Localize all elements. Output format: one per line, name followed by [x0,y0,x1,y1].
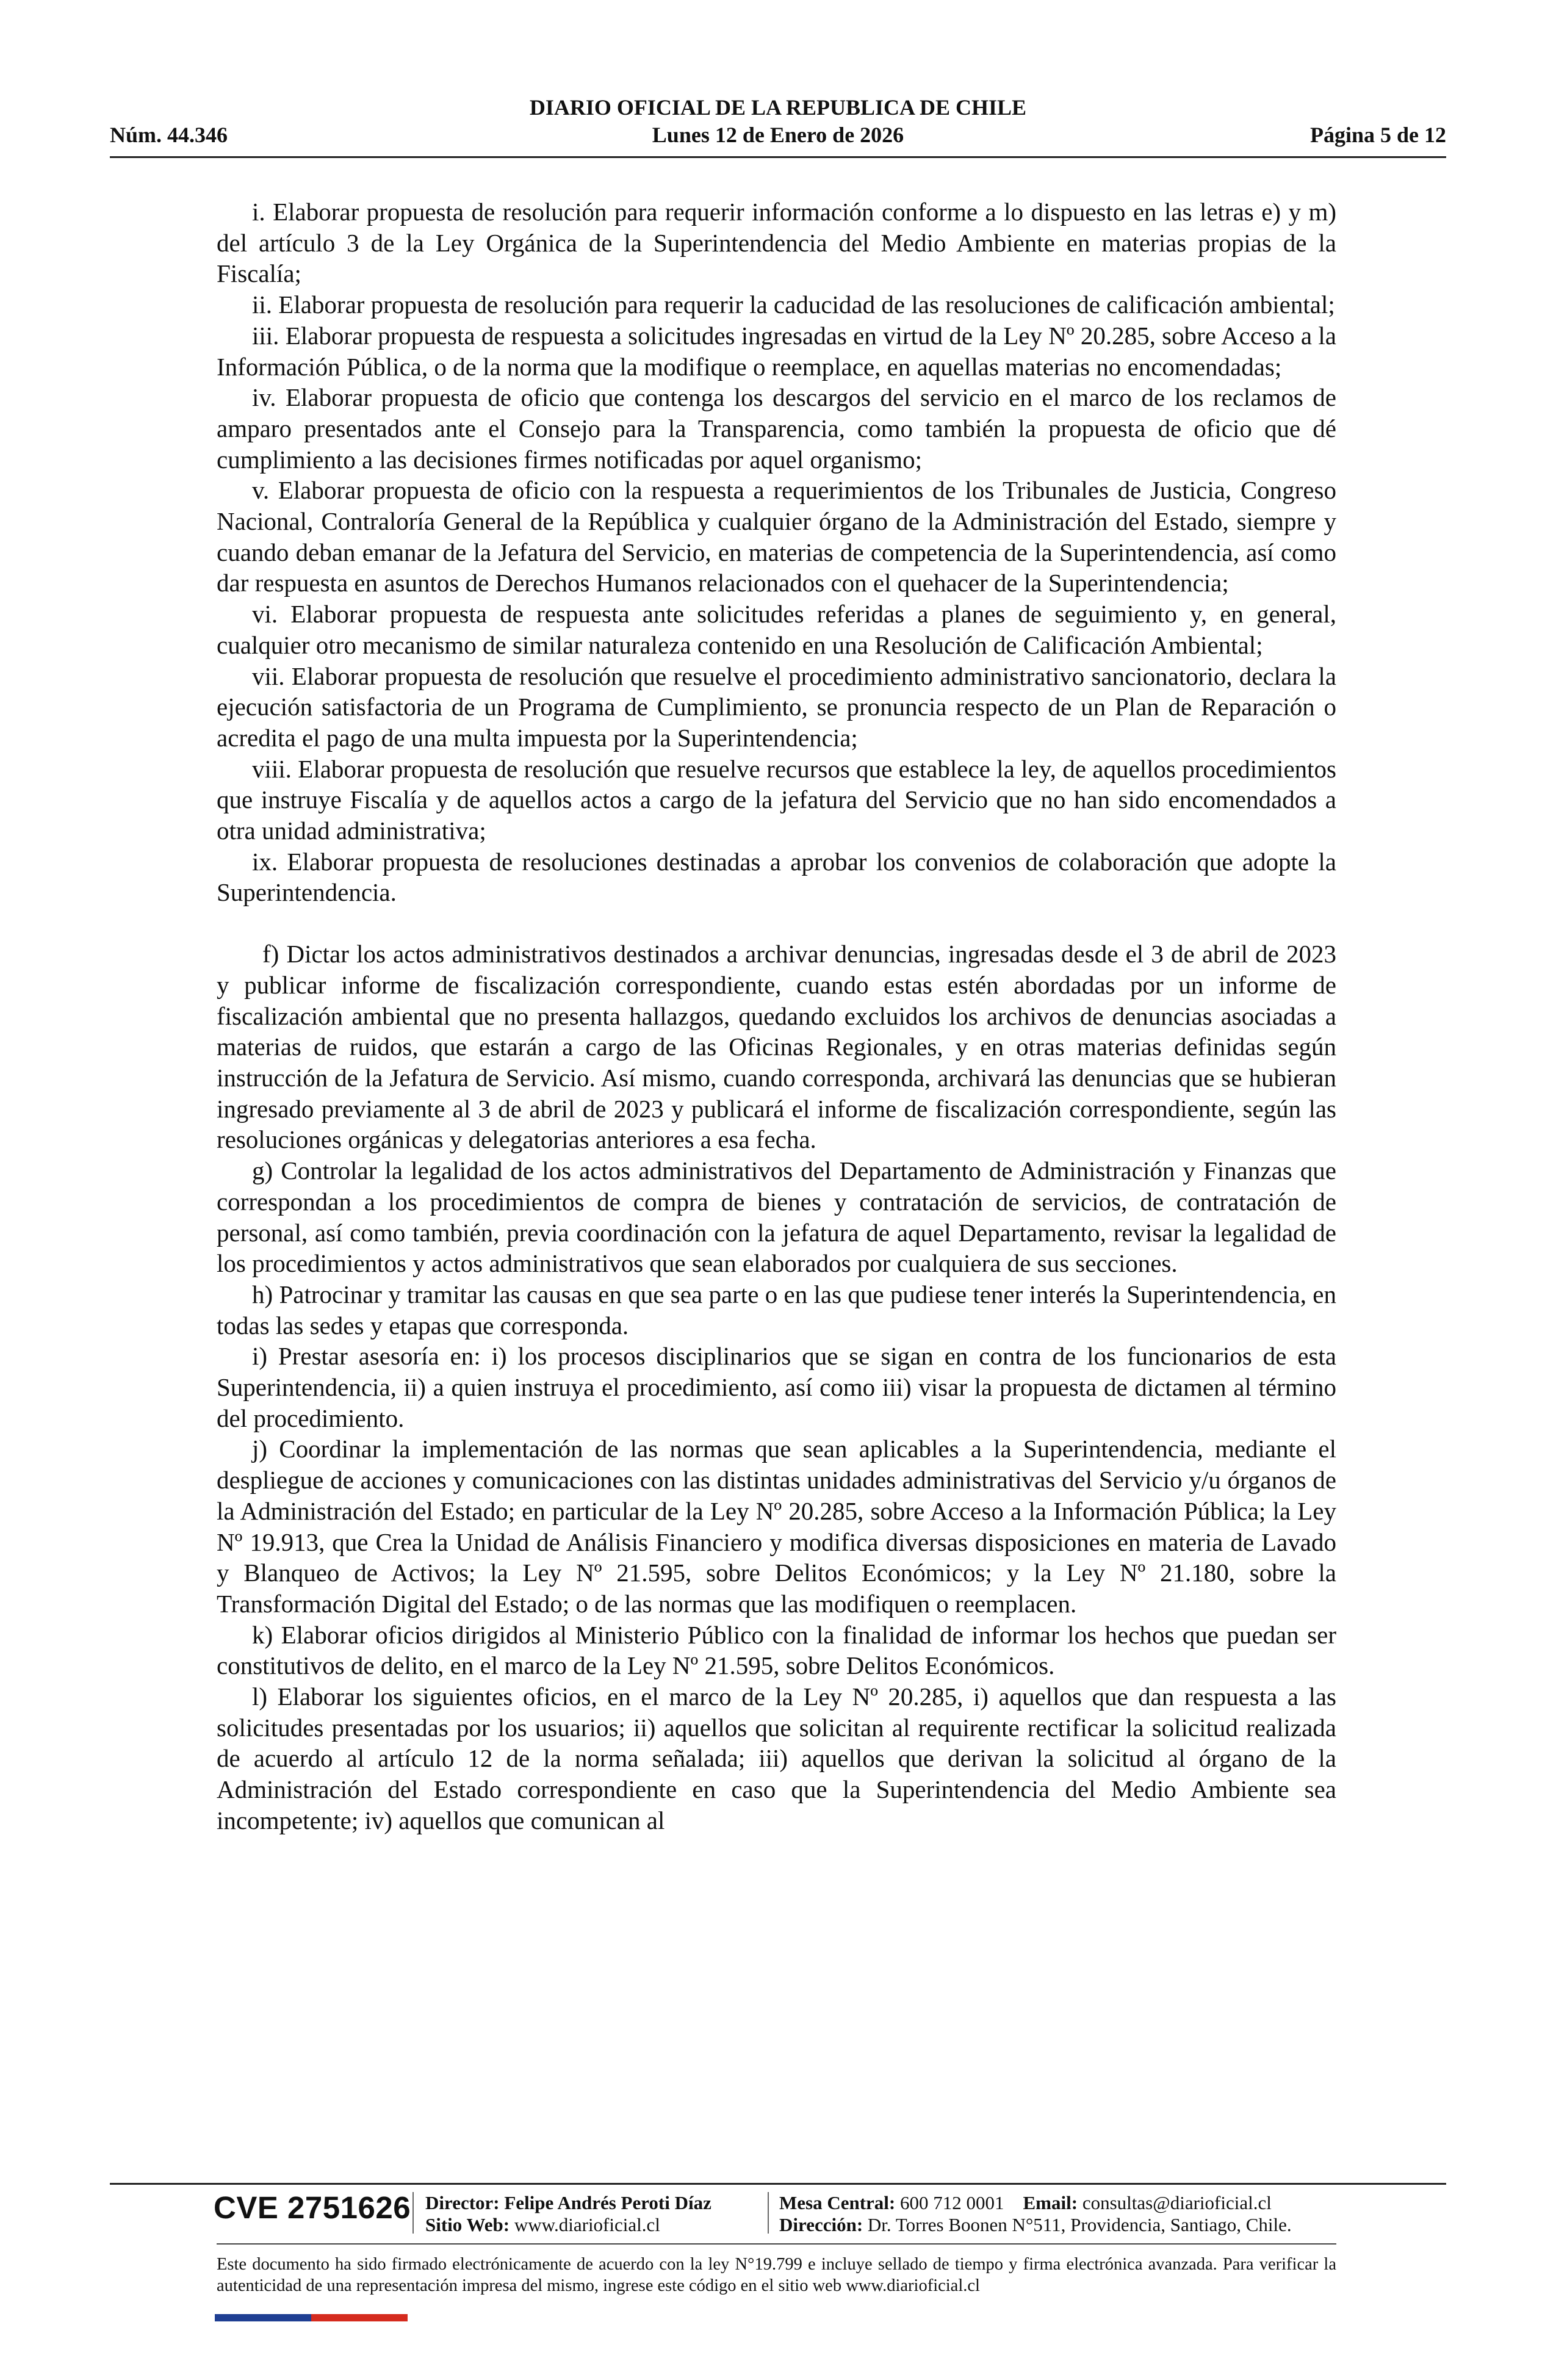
paragraph-item-ix: ix. Elaborar propuesta de resoluciones destinadas a aprobar los convenios de colaboración que adopte la Superintendencia. [217,847,1336,907]
paragraph-item-i: i. Elaborar propuesta de resolución para requerir información conforme a lo dispuesto en las letras e) y m) del artículo 3 de la Ley Orgánica de la Superintendencia del Medio Ambiente en materias propias de la Fiscalía; [217,198,1336,288]
address-label: Dirección: [779,2214,863,2235]
website-link[interactable]: www.diarioficial.cl [514,2214,660,2235]
paragraph-k: k) Elaborar oficios dirigidos al Ministerio Público con la finalidad de informar los hechos que puedan ser constitutivos de delito, en el marco de la Ley Nº 21.595, sobre Delitos Económicos. [217,1620,1336,1680]
phone-number: 600 712 0001 [900,2192,1004,2213]
paragraph-item-v: v. Elaborar propuesta de oficio con la respuesta a requerimientos de los Tribunales de Justicia, Congreso Nacional, Contraloría General de la República y cualquier órgano de la Administración del Estado, siempre y cuando deban emanar de la Jefatura del Servicio, en materias de competencia de la Superintendencia, así como dar respuesta en asuntos de Derechos Humanos relacionados con el quehacer de la Superintendencia; [217,476,1336,597]
footer-inner-divider [217,2243,1336,2245]
paragraph-l: l) Elaborar los siguientes oficios, en el marco de la Ley Nº 20.285, i) aquellos que dan respuesta a las solicitudes presentadas por los usuarios; ii) aquellos que solicitan al requirente rectificar la solicitud realizada de acuerdo al artículo 12 de la norma señalada; iii) aquellos que derivan la solicitud al órgano de la Administración del Estado correspondiente en caso que la Superintendencia del Medio Ambiente sea incompetente; iv) aquellos que comunican al [217,1682,1336,1834]
paragraph-i: i) Prestar asesoría en: i) los procesos disciplinarios que se sigan en contra de los funcionarios de esta Superintendencia, ii) a quien instruya el procedimiento, así como iii) visar la propuesta de dictamen al término del procedimiento. [217,1342,1336,1432]
footer-director-block [425,2192,711,2236]
paragraph-item-viii: viii. Elaborar propuesta de resolución que resuelve recursos que establece la ley, de aquellos procedimientos que instruye Fiscalía y de aquellos actos a cargo de la jefatura del Servicio que no han sido encomendados a otra unidad administrativa; [217,754,1336,845]
paragraph-item-ii: ii. Elaborar propuesta de resolución para requerir la caducidad de las resoluciones de calificación ambiental; [252,290,1335,319]
email-label: Email: [1023,2192,1078,2213]
issue-date: Lunes 12 de Enero de 2026 [652,123,904,147]
flag-stripe-blue [215,2314,311,2321]
cve-code: CVE 2751626 [214,2190,411,2225]
director-name: Felipe Andrés Peroti Díaz [504,2192,711,2213]
paragraph-h: h) Patrocinar y tramitar las causas en que sea parte o en las que pudiese tener interés la Superintendencia, en todas las sedes y etapas que corresponda. [217,1280,1336,1340]
director-label: Director: [425,2192,500,2213]
footer-divider [110,2183,1446,2185]
header-divider [110,156,1446,158]
page-indicator: Página 5 de 12 [1309,123,1446,147]
footer-separator [768,2192,769,2234]
paragraph-item-iv: iv. Elaborar propuesta de oficio que contenga los descargos del servicio en el marco de los reclamos de amparo presentados ante el Consejo para la Transparencia, como también la propuesta de oficio que dé cumplimiento a las decisiones firmes notificadas por aquel organismo; [217,383,1336,474]
paragraph-item-iii: iii. Elaborar propuesta de respuesta a solicitudes ingresadas en virtud de la Ley Nº 20.285, sobre Acceso a la Información Pública, o de la norma que la modifique o reemplace, en aquellas materias no encomendadas; [217,321,1336,381]
address-text: Dr. Torres Boonen N°511, Providencia, Santiago, Chile. [867,2214,1292,2235]
issue-number: Núm. 44.346 [110,123,228,147]
paragraph-item-vii: vii. Elaborar propuesta de resolución que resuelve el procedimiento administrativo sancionatorio, declara la ejecución satisfactoria de un Programa de Cumplimiento, se pronuncia respecto de un Plan de Reparación o acredita el pago de una multa impuesta por la Superintendencia; [217,662,1336,752]
paragraph-item-vi: vi. Elaborar propuesta de respuesta ante solicitudes referidas a planes de seguimiento y, en general, cualquier otro mecanismo de similar naturaleza contenido en una Resolución de Calificación Ambiental; [217,600,1336,659]
paragraph-j: j) Coordinar la implementación de las normas que sean aplicables a la Superintendencia, mediante el despliegue de acciones y comunicaciones con las distintas unidades administrativas del Servicio y/u órganos de la Administración del Estado; en particular de la Ley Nº 20.285, sobre Acceso a la Información Pública; la Ley Nº 19.913, que Crea la Unidad de Análisis Financiero y modifica diversas disposiciones en materia de Lavado y Blanqueo de Activos; la Ley Nº 21.595, sobre Delitos Económicos; y la Ley Nº 21.180, sobre la Transformación Digital del Estado; o de las normas que las modifiquen o reemplacen. [217,1435,1336,1618]
paragraph-f: f) Dictar los actos administrativos destinados a archivar denuncias, ingresadas desde el 3 de abril de 2023 y publicar informe de fiscalización correspondiente, cuando estas estén abordadas por un informe de fiscalización ambiental que no presenta hallazgos, quedando excluidos los archivos de denuncias asociadas a materias de ruidos, que estarán a cargo de las Oficinas Regionales, y en otras materias definidas según instrucción de la Jefatura de Servicio. Así mismo, cuando corresponda, archivará las denuncias que se hubieran ingresado previamente al 3 de abril de 2023 y publicará el informe de fiscalización correspondiente, según las resoluciones orgánicas y delegatorias anteriores a esa fecha. [217,940,1336,1154]
footer-separator [412,2192,414,2234]
flag-stripe-red [311,2314,408,2321]
footer-contact-block [779,2192,1292,2236]
phone-label: Mesa Central: [779,2192,896,2213]
publication-title: DIARIO OFICIAL DE LA REPUBLICA DE CHILE [529,95,1027,120]
paragraph-g: g) Controlar la legalidad de los actos administrativos del Departamento de Administración y Finanzas que correspondan a los procedimientos de compra de bienes y contratación de servicios, de contratación de personal, así como también, previa coordinación con la jefatura de aquel Departamento, revisar la legalidad de los procedimientos y actos administrativos que sean elaborados por cualquiera de sus secciones. [217,1156,1336,1278]
document-body [217,197,1336,1836]
website-label: Sitio Web: [425,2214,510,2235]
legal-notice: Este documento ha sido firmado electrónicamente de acuerdo con la ley N°19.799 e incluye sellado de tiempo y firma electrónica avanzada. Para verificar la autenticidad de una representación impresa del mismo, ingrese este código en el sitio web www.diarioficial.cl [217,2255,1336,2295]
email-link[interactable]: consultas@diarioficial.cl [1082,2192,1272,2213]
